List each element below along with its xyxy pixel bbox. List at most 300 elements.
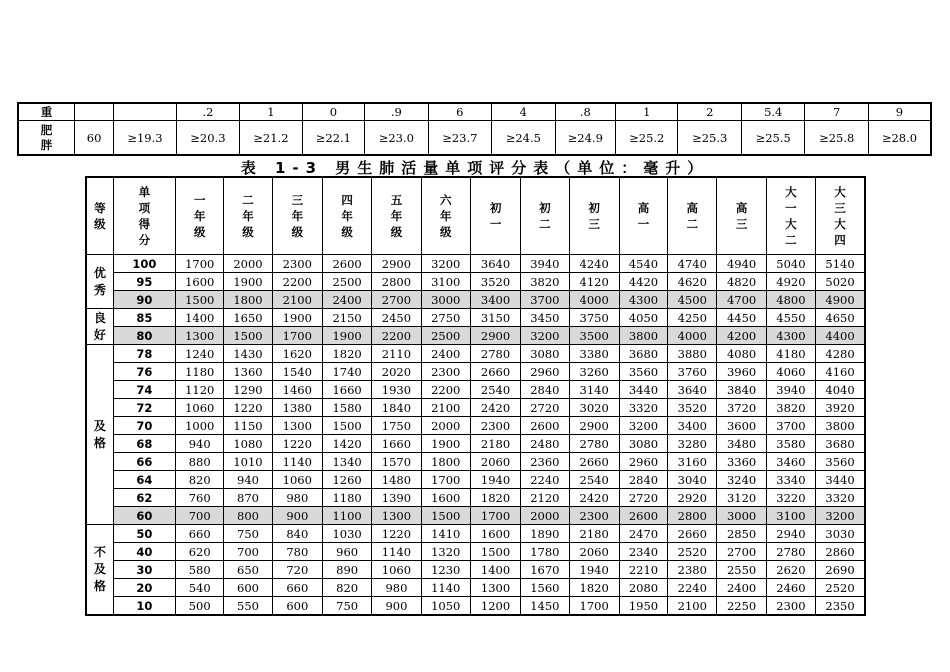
table-cell: 5.4 (741, 103, 804, 121)
value-cell: 1900 (272, 309, 322, 327)
table-cell: .2 (176, 103, 239, 121)
grade-level-char: 不 (93, 545, 106, 559)
value-cell: 2380 (668, 561, 717, 579)
table-row (86, 417, 865, 435)
value-cell: 2620 (766, 561, 815, 579)
value-cell: 1220 (272, 435, 322, 453)
value-cell: 1660 (322, 381, 371, 399)
header-char: 等 (94, 201, 106, 215)
value-cell: 1700 (421, 471, 470, 489)
value-cell: 1460 (272, 381, 322, 399)
table-cell: ≥19.3 (114, 121, 176, 156)
value-cell: 4300 (766, 327, 815, 345)
value-cell: 4050 (619, 309, 667, 327)
value-cell: 1660 (372, 435, 421, 453)
score-cell: 64 (113, 471, 175, 489)
value-cell: 3260 (569, 363, 619, 381)
table-cell: 6 (428, 103, 491, 121)
value-cell: 820 (176, 471, 224, 489)
table-cell: ≥20.3 (176, 121, 239, 156)
value-cell: 1950 (619, 597, 667, 616)
value-cell: 1740 (322, 363, 371, 381)
value-cell: 3450 (521, 309, 569, 327)
value-cell: 2600 (521, 417, 569, 435)
value-cell: 3940 (766, 381, 815, 399)
value-cell: 2400 (322, 291, 371, 309)
value-cell: 2200 (421, 381, 470, 399)
value-cell: 2780 (569, 435, 619, 453)
value-cell: 980 (272, 489, 322, 507)
value-cell: 4040 (816, 381, 865, 399)
value-cell: 3440 (816, 471, 865, 489)
value-cell: 3800 (816, 417, 865, 435)
value-cell: 2100 (272, 291, 322, 309)
value-cell: 4080 (717, 345, 766, 363)
table-cell: ≥25.2 (616, 121, 678, 156)
value-cell: 4180 (766, 345, 815, 363)
value-cell: 3020 (569, 399, 619, 417)
value-cell: 3360 (717, 453, 766, 471)
value-cell: 700 (224, 543, 272, 561)
value-cell: 3680 (619, 345, 667, 363)
grade-level-char: 格 (93, 579, 106, 593)
value-cell: 4620 (668, 273, 717, 291)
value-cell: 2480 (521, 435, 569, 453)
value-cell: 1140 (421, 579, 470, 597)
value-cell: 1700 (272, 327, 322, 345)
value-cell: 4240 (569, 255, 619, 273)
value-cell: 2060 (569, 543, 619, 561)
header-char: 分 (138, 233, 151, 247)
value-cell: 2460 (766, 579, 815, 597)
grade-level-char: 秀 (93, 282, 106, 297)
value-cell: 900 (372, 597, 421, 616)
value-cell: 3030 (816, 525, 865, 543)
grade-level-cell (86, 525, 113, 616)
grade-level-cell (86, 255, 113, 309)
value-cell: 2660 (668, 525, 717, 543)
value-cell: 3220 (766, 489, 815, 507)
value-cell: 2300 (421, 363, 470, 381)
value-cell: 720 (272, 561, 322, 579)
value-cell: 2180 (470, 435, 520, 453)
value-cell: 3400 (470, 291, 520, 309)
value-cell: 5020 (816, 273, 865, 291)
value-cell: 3200 (816, 507, 865, 525)
value-cell: 3920 (816, 399, 865, 417)
label-line: 胖 (40, 137, 53, 152)
value-cell: 2150 (322, 309, 371, 327)
value-cell: 4060 (766, 363, 815, 381)
table-row (86, 453, 865, 471)
value-cell: 650 (224, 561, 272, 579)
value-cell: 2900 (569, 417, 619, 435)
value-cell: 3600 (717, 417, 766, 435)
value-cell: 1780 (521, 543, 569, 561)
value-cell: 2250 (717, 597, 766, 616)
table-row (86, 525, 865, 543)
table-cell: 0 (302, 103, 364, 121)
header-char: 年 (341, 209, 353, 223)
header-char: 初 (489, 201, 502, 215)
value-cell: 2300 (470, 417, 520, 435)
table-cell: .8 (555, 103, 615, 121)
table-cell: ≥25.3 (678, 121, 741, 156)
column-header (717, 177, 766, 255)
header-char: 一 (193, 193, 206, 207)
value-cell: 3800 (619, 327, 667, 345)
value-cell: 870 (224, 489, 272, 507)
row-label-overweight: 重 (18, 103, 74, 121)
score-cell: 68 (113, 435, 175, 453)
value-cell: 750 (224, 525, 272, 543)
header-char: 四 (341, 193, 353, 207)
column-header (372, 177, 421, 255)
value-cell: 1480 (372, 471, 421, 489)
table-cell: 2 (678, 103, 741, 121)
header-char: 年 (440, 209, 452, 223)
value-cell: 1500 (224, 327, 272, 345)
value-cell: 2960 (619, 453, 667, 471)
value-cell: 1750 (372, 417, 421, 435)
value-cell: 3460 (766, 453, 815, 471)
table-cell (74, 103, 113, 121)
header-char: 年 (390, 209, 403, 223)
value-cell: 2840 (521, 381, 569, 399)
value-cell: 2210 (619, 561, 667, 579)
header-char: 二 (242, 193, 254, 207)
column-header (668, 177, 717, 255)
table-cell: ≥24.9 (555, 121, 615, 156)
header-char: 高 (637, 201, 650, 215)
value-cell: 1220 (224, 399, 272, 417)
value-cell: 890 (322, 561, 371, 579)
column-header (272, 177, 322, 255)
header-char: 大 (785, 185, 797, 199)
value-cell: 2200 (372, 327, 421, 345)
value-cell: 2920 (668, 489, 717, 507)
column-header (569, 177, 619, 255)
value-cell: 4300 (619, 291, 667, 309)
value-cell: 2780 (470, 345, 520, 363)
value-cell: 1010 (224, 453, 272, 471)
value-cell: 3820 (766, 399, 815, 417)
value-cell: 3750 (569, 309, 619, 327)
header-char: 初 (588, 201, 600, 215)
value-cell: 780 (272, 543, 322, 561)
value-cell: 2850 (717, 525, 766, 543)
value-cell: 2600 (619, 507, 667, 525)
value-cell: 2690 (816, 561, 865, 579)
table-caption: 表 1-3 男生肺活量单项评分表（单位：毫升） (240, 159, 710, 177)
table-cell: 9 (868, 103, 931, 121)
value-cell: 3280 (668, 435, 717, 453)
value-cell: 600 (272, 597, 322, 616)
value-cell: 2720 (521, 399, 569, 417)
value-cell: 2700 (372, 291, 421, 309)
value-cell: 2000 (421, 417, 470, 435)
value-cell: 1220 (372, 525, 421, 543)
value-cell: 1700 (470, 507, 520, 525)
value-cell: 1670 (521, 561, 569, 579)
row-label-obese (18, 121, 74, 156)
value-cell: 2350 (816, 597, 865, 616)
header-row (86, 177, 865, 255)
value-cell: 1300 (372, 507, 421, 525)
table-cell: ≥25.8 (805, 121, 868, 156)
value-cell: 2520 (816, 579, 865, 597)
value-cell: 500 (176, 597, 224, 616)
value-cell: 1060 (372, 561, 421, 579)
value-cell: 2900 (372, 255, 421, 273)
value-cell: 820 (322, 579, 371, 597)
score-cell: 95 (113, 273, 175, 291)
value-cell: 1180 (322, 489, 371, 507)
value-cell: 1820 (569, 579, 619, 597)
table-row (86, 291, 865, 309)
value-cell: 1060 (176, 399, 224, 417)
value-cell: 3340 (766, 471, 815, 489)
value-cell: 4000 (668, 327, 717, 345)
table-row (86, 399, 865, 417)
value-cell: 1120 (176, 381, 224, 399)
value-cell: 3320 (816, 489, 865, 507)
header-char: 一 (785, 201, 797, 215)
value-cell: 1030 (322, 525, 371, 543)
column-header (816, 177, 865, 255)
value-cell: 1570 (372, 453, 421, 471)
value-cell: 3080 (619, 435, 667, 453)
table-row (86, 255, 865, 273)
table-cell: ≥25.5 (741, 121, 804, 156)
value-cell: 880 (176, 453, 224, 471)
value-cell: 2200 (272, 273, 322, 291)
score-cell: 90 (113, 291, 175, 309)
column-header (176, 177, 224, 255)
value-cell: 620 (176, 543, 224, 561)
table-cell: 7 (805, 103, 868, 121)
value-cell: 1360 (224, 363, 272, 381)
table-row (86, 507, 865, 525)
value-cell: 3150 (470, 309, 520, 327)
value-cell: 1260 (322, 471, 371, 489)
value-cell: 3760 (668, 363, 717, 381)
value-cell: 1320 (421, 543, 470, 561)
value-cell: 2300 (569, 507, 619, 525)
value-cell: 2450 (372, 309, 421, 327)
value-cell: 1500 (421, 507, 470, 525)
score-cell: 74 (113, 381, 175, 399)
value-cell: 2470 (619, 525, 667, 543)
value-cell: 3080 (521, 345, 569, 363)
score-cell: 100 (113, 255, 175, 273)
value-cell: 2660 (569, 453, 619, 471)
table-row (86, 345, 865, 363)
value-cell: 1060 (272, 471, 322, 489)
value-cell: 1300 (176, 327, 224, 345)
grade-level-cell (86, 345, 113, 525)
column-header (113, 177, 175, 255)
value-cell: 2940 (766, 525, 815, 543)
header-char: 级 (94, 217, 106, 231)
value-cell: 3380 (569, 345, 619, 363)
table-cell: .9 (365, 103, 428, 121)
value-cell: 940 (176, 435, 224, 453)
header-char: 二 (539, 217, 551, 231)
value-cell: 580 (176, 561, 224, 579)
value-cell: 2720 (619, 489, 667, 507)
value-cell: 1290 (224, 381, 272, 399)
value-cell: 4280 (816, 345, 865, 363)
value-cell: 3120 (717, 489, 766, 507)
value-cell: 4940 (717, 255, 766, 273)
column-header (766, 177, 815, 255)
value-cell: 1080 (224, 435, 272, 453)
value-cell: 3240 (717, 471, 766, 489)
value-cell: 1650 (224, 309, 272, 327)
value-cell: 1600 (421, 489, 470, 507)
value-cell: 2110 (372, 345, 421, 363)
value-cell: 1620 (272, 345, 322, 363)
value-cell: 2800 (668, 507, 717, 525)
value-cell: 3640 (470, 255, 520, 273)
value-cell: 4000 (569, 291, 619, 309)
value-cell: 3040 (668, 471, 717, 489)
value-cell: 840 (272, 525, 322, 543)
value-cell: 3140 (569, 381, 619, 399)
value-cell: 2660 (470, 363, 520, 381)
header-char: 年 (291, 209, 304, 223)
column-header (86, 177, 113, 255)
value-cell: 4920 (766, 273, 815, 291)
header-char: 四 (834, 233, 846, 247)
header-char: 高 (686, 201, 699, 215)
value-cell: 3840 (717, 381, 766, 399)
score-cell: 72 (113, 399, 175, 417)
value-cell: 3580 (766, 435, 815, 453)
label-line: 肥 (40, 122, 53, 137)
header-char: 高 (735, 201, 748, 215)
value-cell: 1140 (272, 453, 322, 471)
value-cell: 1930 (372, 381, 421, 399)
value-cell: 2240 (668, 579, 717, 597)
value-cell: 3820 (521, 273, 569, 291)
value-cell: 1840 (372, 399, 421, 417)
value-cell: 2860 (816, 543, 865, 561)
value-cell: 1540 (272, 363, 322, 381)
value-cell: 1400 (176, 309, 224, 327)
value-cell: 1140 (372, 543, 421, 561)
column-header (421, 177, 470, 255)
table-row (86, 471, 865, 489)
header-char: 一 (489, 217, 502, 231)
column-header (224, 177, 272, 255)
value-cell: 2020 (372, 363, 421, 381)
value-cell: 700 (176, 507, 224, 525)
value-cell: 1700 (569, 597, 619, 616)
value-cell: 3000 (717, 507, 766, 525)
value-cell: 2300 (272, 255, 322, 273)
value-cell: 2000 (224, 255, 272, 273)
grade-level-char: 及 (93, 562, 106, 576)
value-cell: 1900 (224, 273, 272, 291)
score-cell: 78 (113, 345, 175, 363)
value-cell: 2340 (619, 543, 667, 561)
value-cell: 760 (176, 489, 224, 507)
value-cell: 3200 (421, 255, 470, 273)
value-cell: 2540 (470, 381, 520, 399)
value-cell: 600 (224, 579, 272, 597)
header-char: 得 (138, 217, 151, 231)
value-cell: 1560 (521, 579, 569, 597)
value-cell: 3100 (421, 273, 470, 291)
value-cell: 1940 (569, 561, 619, 579)
column-header (470, 177, 520, 255)
value-cell: 1430 (224, 345, 272, 363)
value-cell: 1300 (470, 579, 520, 597)
header-char: 二 (686, 217, 699, 231)
value-cell: 2080 (619, 579, 667, 597)
table-row (86, 579, 865, 597)
value-cell: 660 (176, 525, 224, 543)
value-cell: 2800 (372, 273, 421, 291)
value-cell: 3000 (421, 291, 470, 309)
value-cell: 1800 (421, 453, 470, 471)
header-char: 单 (138, 185, 151, 199)
grade-level-cell (86, 309, 113, 345)
table-cell: 60 (74, 121, 113, 156)
value-cell: 2540 (569, 471, 619, 489)
value-cell: 1150 (224, 417, 272, 435)
table-row (86, 309, 865, 327)
header-char: 三 (834, 201, 846, 215)
header-char: 级 (341, 225, 353, 239)
value-cell: 1340 (322, 453, 371, 471)
column-header (619, 177, 667, 255)
value-cell: 3560 (619, 363, 667, 381)
value-cell: 4540 (619, 255, 667, 273)
table-cell: 1 (240, 103, 302, 121)
value-cell: 1200 (470, 597, 520, 616)
header-char: 级 (440, 225, 452, 239)
value-cell: 1900 (421, 435, 470, 453)
vital-capacity-score-table (85, 176, 866, 616)
value-cell: 1820 (322, 345, 371, 363)
value-cell: 5040 (766, 255, 815, 273)
value-cell: 1600 (176, 273, 224, 291)
value-cell: 2180 (569, 525, 619, 543)
header-char: 大 (834, 217, 846, 231)
header-char: 一 (637, 217, 650, 231)
value-cell: 4900 (816, 291, 865, 309)
grade-level-char: 优 (93, 265, 106, 280)
table-cell: ≥28.0 (868, 121, 931, 156)
score-cell: 76 (113, 363, 175, 381)
value-cell: 4450 (717, 309, 766, 327)
value-cell: 1240 (176, 345, 224, 363)
score-cell: 62 (113, 489, 175, 507)
value-cell: 4120 (569, 273, 619, 291)
value-cell: 3100 (766, 507, 815, 525)
score-cell: 70 (113, 417, 175, 435)
header-char: 六 (440, 193, 452, 207)
value-cell: 2960 (521, 363, 569, 381)
value-cell: 1450 (521, 597, 569, 616)
grade-level-char: 好 (93, 327, 106, 342)
table-row (86, 543, 865, 561)
value-cell: 1800 (224, 291, 272, 309)
score-cell: 80 (113, 327, 175, 345)
